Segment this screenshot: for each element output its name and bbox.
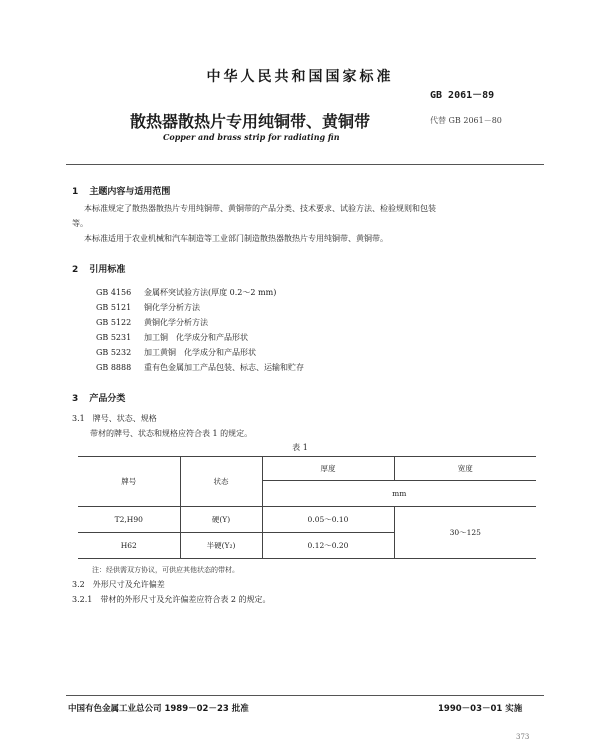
table-1-caption: 表 1 (292, 443, 308, 452)
footer-rule (66, 695, 544, 696)
section-1-title: 主题内容与适用范围 (89, 187, 171, 197)
section-2-heading (72, 262, 125, 275)
section-2-number: 2 (72, 265, 79, 275)
subsection-3-2-heading: 3.2 外形尺寸及允许偏差 (72, 580, 165, 589)
reference-item: GB 5231 加工铜 化学成分和产品形状 (96, 333, 248, 342)
header-state: 状态 (180, 457, 262, 507)
implementation-date: 1990－03－01 实施 (438, 704, 523, 714)
cell-grade: T2,H90 (78, 507, 180, 533)
section-1-para-2: 本标准适用于农业机械和汽车制造等工业部门制造散热器散热片专用纯铜带、黄铜带。 (84, 234, 388, 243)
header-grade: 牌号 (78, 457, 180, 507)
header-width: 宽度 (394, 457, 536, 481)
reference-item: GB 5121 铜化学分析方法 (96, 303, 200, 312)
reference-item: GB 4156 金属杯突试验方法(厚度 0.2～2 mm) (96, 288, 277, 297)
cell-thickness: 0.05～0.10 (262, 507, 394, 533)
table-1-note: 注：经供需双方协议，可供应其他状态的带材。 (92, 566, 239, 574)
section-1-para-1a: 本标准规定了散热器散热片专用纯铜带、黄铜带的产品分类、技术要求、试验方法、检验规则和包装 (84, 204, 436, 213)
section-2-title: 引用标准 (89, 265, 126, 275)
section-3-number: 3 (72, 394, 79, 404)
header-thickness: 厚度 (262, 457, 394, 481)
english-title: Copper and brass strip for radiating fin (163, 132, 340, 142)
table-row (78, 507, 536, 533)
reference-item: GB 5122 黄铜化学分析方法 (96, 318, 208, 327)
reference-list (96, 287, 304, 377)
table-1 (78, 456, 536, 559)
header-unit: mm (262, 481, 536, 507)
section-3-heading (72, 391, 125, 404)
section-1-heading (72, 184, 170, 197)
section-1-para-1b: 等。 (72, 219, 88, 228)
reference-item: GB 8888 重有色金属加工产品包装、标志、运输和贮存 (96, 363, 304, 372)
cell-state: 半硬(Y₂) (180, 533, 262, 559)
approval-info: 中国有色金属工业总公司 1989－02－23 批准 (68, 704, 249, 714)
page-number: 373 (516, 733, 530, 741)
subsection-3-1-text: 带材的牌号、状态和规格应符合表 1 的规定。 (90, 429, 253, 438)
subsection-3-1-heading: 3.1 牌号、状态、规格 (72, 414, 157, 423)
cell-width: 30～125 (394, 507, 536, 559)
standard-number: GB 2061－89 (430, 90, 495, 101)
section-3-title: 产品分类 (89, 394, 126, 404)
replaces-standard: 代替 GB 2061－80 (430, 116, 502, 125)
cell-grade: H62 (78, 533, 180, 559)
subsection-3-2-1-text: 3.2.1 带材的外形尺寸及允许偏差应符合表 2 的规定。 (72, 595, 271, 604)
cell-thickness: 0.12～0.20 (262, 533, 394, 559)
section-1-number: 1 (72, 187, 79, 197)
reference-item: GB 5232 加工黄铜 化学成分和产品形状 (96, 348, 256, 357)
standard-org-header: 中华人民共和国国家标准 (206, 69, 394, 85)
header-rule (66, 164, 544, 165)
document-title: 散热器散热片专用纯铜带、黄铜带 (130, 112, 371, 131)
cell-state: 硬(Y) (180, 507, 262, 533)
